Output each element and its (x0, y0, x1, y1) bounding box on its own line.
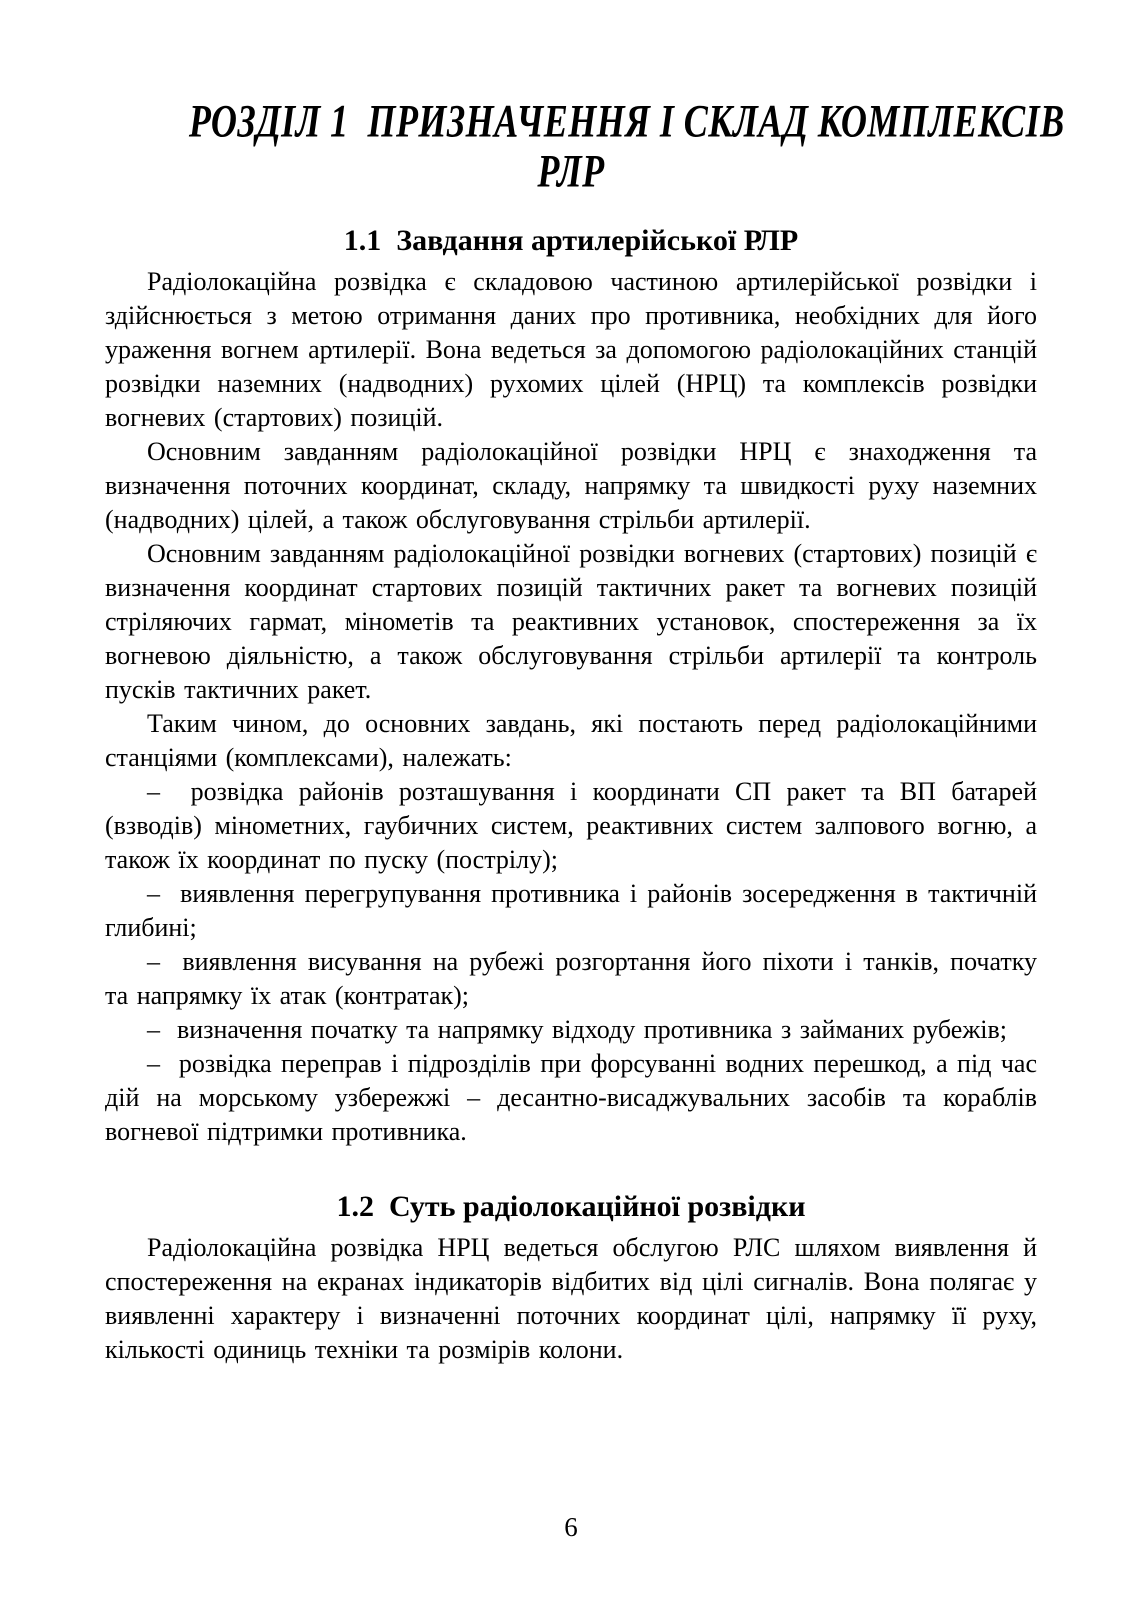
paragraph: Радіолокаційна розвідка НРЦ ведеться обслугою РЛС шляхом виявлення й спостереження на екранах індикаторів відбитих від цілі сигналів. Вона полягає у виявленні характеру і визначенні поточних координат цілі, напрямку її руху, кількості одиниць техніки та розмірів колони. (105, 1233, 1037, 1364)
section-heading-1-2: 1.2 Суть радіолокаційної розвідки (336, 1190, 806, 1223)
paragraph: Основним завданням радіолокаційної розвідки НРЦ є знаходження та визначення поточних координат, складу, напрямку та швидкості руху наземних (надводних) цілей, а також обслуговування стрільби артилерії. (105, 437, 1037, 534)
page-number: 6 (564, 1512, 578, 1542)
chapter-title (105, 95, 1065, 198)
list-item: – виявлення перегрупування противника і районів зосередження в тактичній глибині; (105, 879, 1037, 942)
chapter-title-line-2: РЛР (537, 145, 605, 198)
list-item: – розвідка районів розташування і координати СП ракет та ВП батарей (взводів) мінометних, гаубичних систем, реактивних систем залпового вогню, а також їх координат по пуску (пострілу); (105, 777, 1037, 874)
list-item: – виявлення висування на рубежі розгортання його піхоти і танків, початку та напрямку їх атак (контратак); (105, 947, 1037, 1010)
paragraph: Основним завданням радіолокаційної розвідки вогневих (стартових) позицій є визначення координат стартових позицій тактичних ракет та вогневих позицій стріляючих гармат, мінометів та реактивних установок, спостереження за їх вогневою діяльністю, а також обслуговування стрільби артилерії та контроль пусків тактичних ракет. (105, 539, 1037, 704)
paragraph: Таким чином, до основних завдань, які постають перед радіолокаційними станціями (комплексами), належать: (105, 709, 1037, 772)
list-item: – визначення початку та напрямку відходу противника з займаних рубежів; (147, 1015, 1008, 1044)
section-heading-1-1: 1.1 Завдання артилерійської РЛР (343, 224, 799, 257)
paragraph: Радіолокаційна розвідка є складовою частиною артилерійської розвідки і здійснюється з метою отримання даних про противника, необхідних для його ураження вогнем артилерії. Вона ведеться за допомогою радіолокаційних станцій розвідки наземних (надводних) рухомих цілей (НРЦ) та комплексів розвідки вогневих (стартових) позицій. (105, 267, 1037, 432)
chapter-title-line-1: РОЗДІЛ 1 ПРИЗНАЧЕННЯ І СКЛАД КОМПЛЕКСІВ (188, 95, 1065, 148)
list-item: – розвідка переправ і підрозділів при форсуванні водних перешкод, а під час дій на морському узбережжі – десантно-висаджувальних засобів та кораблів вогневої підтримки противника. (105, 1049, 1037, 1146)
